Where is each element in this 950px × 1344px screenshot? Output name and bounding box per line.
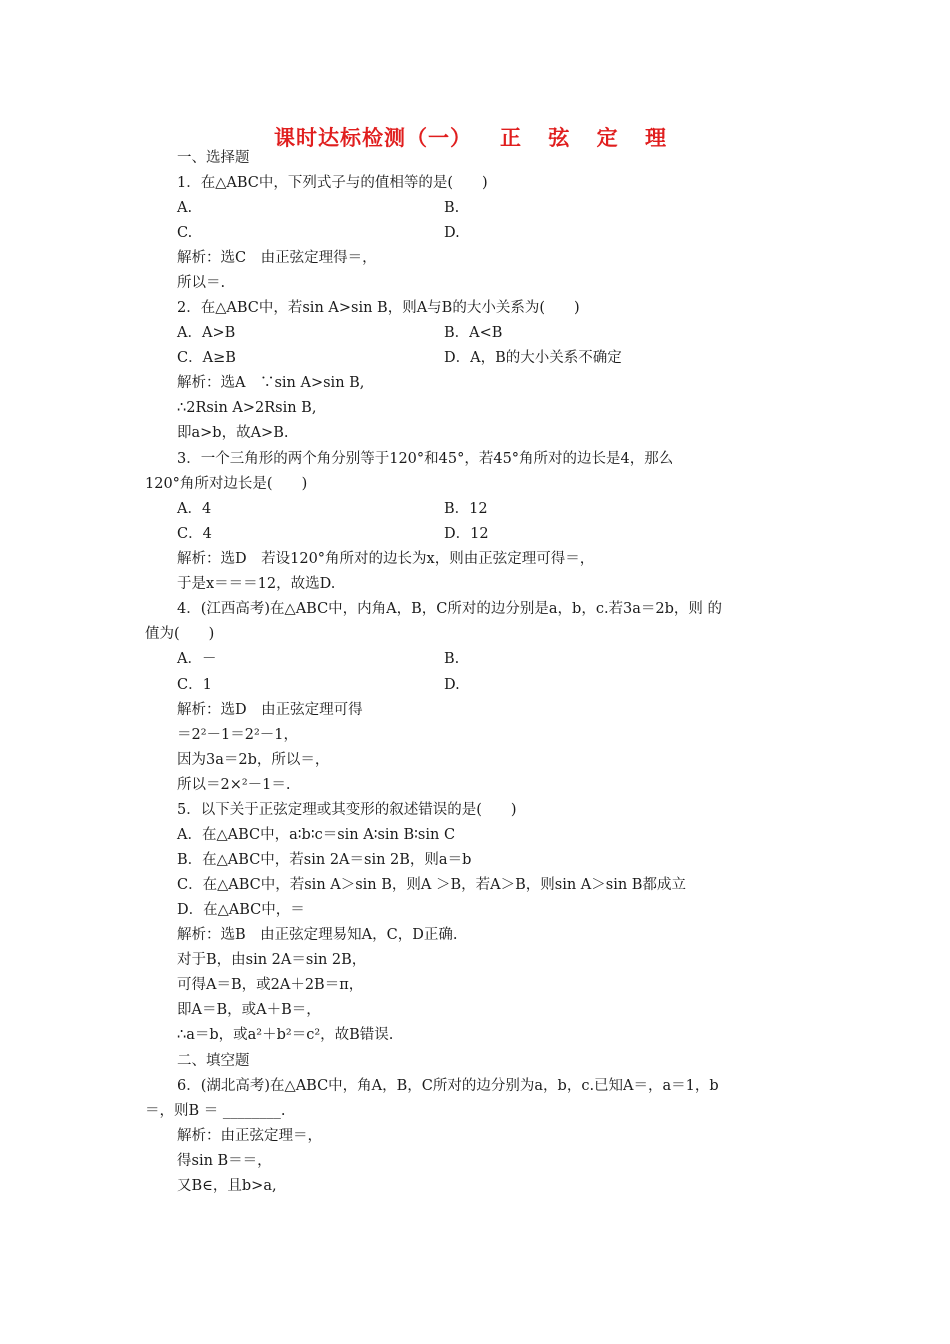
- q5-solution-line: 即A＝B，或A＋B＝，: [177, 1002, 321, 1018]
- page-title: [0, 122, 950, 152]
- q1-option-c: C.: [177, 225, 193, 241]
- question-6: 6．(湖北高考)在△ABC中，角A，B，C所对的边分别为a，b，c.已知A＝，a＝1，b: [177, 1078, 719, 1094]
- question-3-continued: 120°角所对边长是( ): [145, 476, 308, 492]
- q3-option-d: D．12: [444, 526, 489, 542]
- q4-option-b: B.: [444, 651, 460, 667]
- q1-option-a: A.: [177, 200, 193, 216]
- q2-solution-line: 即a>b，故A>B.: [177, 425, 289, 441]
- question-1: 1．在△ABC中，下列式子与的值相等的是( ): [177, 175, 488, 191]
- q6-solution-line: 解析：由正弦定理＝，: [177, 1128, 322, 1144]
- q4-option-a: A．－: [177, 651, 217, 667]
- q2-option-a: A．A>B: [177, 325, 236, 341]
- q2-option-b: B．A<B: [444, 325, 503, 341]
- q5-solution-line: 可得A＝B，或2A＋2B＝π，: [177, 977, 364, 993]
- q5-option-d: D．在△ABC中，＝: [177, 902, 305, 918]
- q5-option-b: B．在△ABC中，若sin 2A＝sin 2B，则a＝b: [177, 852, 472, 868]
- question-3: 3．一个三角形的两个角分别等于120°和45°，若45°角所对的边长是4，那么: [177, 451, 674, 467]
- q2-option-d: D．A，B的大小关系不确定: [444, 350, 622, 366]
- question-4-continued: 值为( ): [145, 626, 215, 642]
- q4-option-d: D.: [444, 677, 460, 693]
- question-6-continued: ＝，则B ＝ ________.: [145, 1103, 286, 1119]
- title-main: 课时达标检测（一）: [274, 126, 473, 150]
- section-heading-choice: 一、选择题: [177, 150, 250, 166]
- q2-option-c: C．A≥B: [177, 350, 236, 366]
- q6-solution-line: 得sin B＝＝，: [177, 1153, 272, 1169]
- q4-solution-line: ＝2²－1＝2²－1，: [177, 727, 299, 743]
- q4-solution-line: 所以＝2×²－1＝.: [177, 777, 291, 793]
- q2-solution-line: ∴2Rsin A>2Rsin B,: [177, 400, 317, 416]
- q3-option-b: B．12: [444, 501, 488, 517]
- q1-solution-line: 解析：选C 由正弦定理得＝，: [177, 250, 377, 266]
- title-subtitle: 正 弦 定 理: [500, 126, 676, 150]
- q6-solution-line: 又B∈，且b>a,: [177, 1178, 277, 1194]
- q1-solution-line: 所以＝.: [177, 275, 226, 291]
- q5-solution-line: 对于B，由sin 2A＝sin 2B，: [177, 952, 367, 968]
- q5-option-a: A．在△ABC中，a∶b∶c＝sin A∶sin B∶sin C: [177, 827, 456, 843]
- q4-option-c: C．1: [177, 677, 212, 693]
- q4-solution-line: 因为3a＝2b，所以＝，: [177, 752, 330, 768]
- q5-option-c: C．在△ABC中，若sin A＞sin B，则A ＞B，若A＞B，则sin A＞sin B都成立: [177, 877, 686, 893]
- question-5: 5．以下关于正弦定理或其变形的叙述错误的是( ): [177, 802, 517, 818]
- q3-option-a: A．4: [177, 501, 212, 517]
- q1-option-d: D.: [444, 225, 460, 241]
- q2-solution-line: 解析：选A ∵sin A>sin B,: [177, 375, 365, 391]
- q3-solution-line: 于是x＝＝＝12，故选D.: [177, 576, 336, 592]
- q5-solution-line: 解析：选B 由正弦定理易知A，C，D正确.: [177, 927, 458, 943]
- section-heading-fill: 二、填空题: [177, 1053, 250, 1069]
- q4-solution-line: 解析：选D 由正弦定理可得: [177, 702, 363, 718]
- q3-solution-line: 解析：选D 若设120°角所对的边长为x，则由正弦定理可得＝，: [177, 551, 595, 567]
- question-2: 2．在△ABC中，若sin A>sin B，则A与B的大小关系为( ): [177, 300, 580, 316]
- q3-option-c: C．4: [177, 526, 212, 542]
- question-4: 4．(江西高考)在△ABC中，内角A，B，C所对的边分别是a，b，c.若3a＝2b，则 的: [177, 601, 723, 617]
- q1-option-b: B.: [444, 200, 460, 216]
- q5-solution-line: ∴a＝b，或a²＋b²＝c²，故B错误.: [177, 1027, 394, 1043]
